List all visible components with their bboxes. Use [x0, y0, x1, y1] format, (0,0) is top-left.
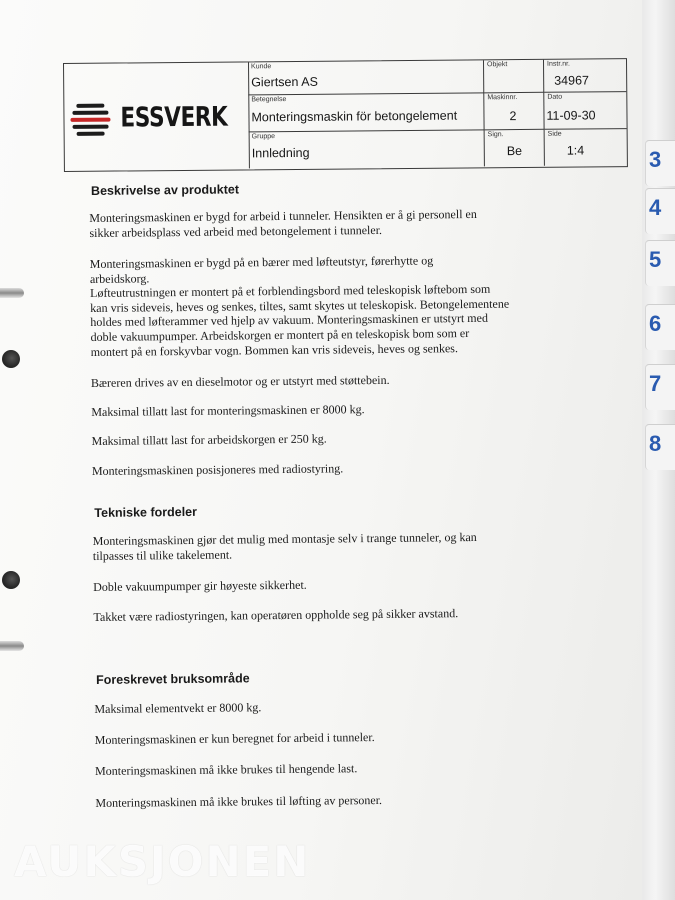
text-line: arbeidskorg. [89, 270, 150, 286]
paragraph: Maksimal tillatt last for arbeidskorgen er 250 kg. [91, 431, 327, 448]
binder-ring [0, 641, 24, 651]
paragraph [93, 529, 573, 563]
section-heading-fordeler: Tekniske fordeler [94, 504, 198, 520]
paragraph: Monteringsmaskinen må ikke brukes til hengende last. [95, 761, 358, 778]
tab-label: 6 [649, 311, 662, 336]
binder-hole [2, 571, 20, 589]
text-line: tilpasses til ulike takelement. [92, 547, 233, 563]
paragraph: Maksimal elementvekt er 8000 kg. [94, 700, 262, 716]
betegnelse-value: Monteringsmaskin för betongelement [251, 108, 458, 125]
paragraph: Monteringsmaskinen posisjoneres med radiostyring. [91, 461, 344, 478]
tab-label: 4 [649, 195, 662, 220]
paragraph: Takket være radiostyringen, kan operatøren oppholde seg på sikker avstand. [93, 606, 459, 624]
dato-label: Dato [547, 93, 563, 101]
index-tab-3[interactable] [645, 140, 675, 186]
kunde-cell [248, 60, 484, 95]
dato-value: 11-09-30 [546, 108, 596, 123]
text-line: sikker arbeidsplass ved arbeid med betongelement i tunneler. [89, 222, 383, 240]
betegnelse-label: Betegnelse [251, 96, 287, 104]
text-line: Monteringsmaskinen gjør det mulig med montasje selv i trange tunneler, og kan [92, 529, 477, 548]
kunde-value: Giertsen AS [251, 74, 318, 90]
essverk-logo-stripes-icon [70, 104, 110, 136]
auksjonen-watermark: AUKSJONEN [14, 837, 311, 886]
binder-ring [0, 288, 24, 298]
side-value: 1:4 [566, 143, 585, 158]
text-line: Løfteutrustningen er montert på et forblendingsbord med teleskopisk løftebom som [89, 281, 491, 301]
tab-label: 5 [649, 247, 662, 272]
essverk-logo: ESSVERK [120, 101, 228, 134]
text-line: kan vris sideveis, heves og senkes, tiltes, samt skytes ut teleskopisk. Betongelementene [90, 296, 510, 315]
kunde-label: Kunde [251, 63, 272, 71]
tab-label: 8 [649, 431, 662, 456]
text-line: holdes med løfterammer ved hjelp av vakuum. Monteringsmaskinen er utstyrt med [90, 311, 489, 330]
paragraph: Monteringsmaskinen er kun beregnet for arbeid i tunneler. [94, 730, 375, 747]
document-header-table [63, 58, 628, 172]
instr-label: Instr.nr. [546, 60, 571, 68]
maskinnr-cell [484, 93, 544, 131]
objekt-cell [484, 60, 544, 94]
side-label: Side [547, 130, 562, 138]
maskinnr-label: Maskinnr. [487, 94, 518, 102]
sign-label: Sign. [487, 131, 504, 139]
index-tab-5[interactable] [645, 240, 675, 286]
index-tab-6[interactable] [645, 304, 675, 350]
text-line: Monteringsmaskinen er bygd for arbeid i tunneler. Hensikten er å gi personell en [89, 206, 477, 225]
side-cell [545, 129, 627, 166]
gruppe-cell [249, 130, 485, 168]
gruppe-value: Innledning [251, 145, 310, 161]
paragraph: Doble vakuumpumper gir høyeste sikkerhet. [93, 577, 307, 594]
paragraph [90, 252, 571, 359]
index-tab-7[interactable] [645, 364, 675, 410]
paragraph: Monteringsmaskinen må ikke brukes til løfting av personer. [95, 792, 383, 810]
gruppe-label: Gruppe [251, 133, 276, 141]
tab-label: 3 [649, 147, 662, 172]
tab-label: 7 [649, 371, 662, 396]
section-heading-produkt: Beskrivelse av produktet [90, 182, 240, 198]
sign-cell [485, 130, 545, 167]
instr-cell [544, 59, 626, 93]
dato-cell [544, 92, 626, 130]
betegnelse-cell [248, 93, 484, 132]
text-line: doble vakuumpumper. Arbeidskorgen er montert på en teleskopisk bom som er [90, 325, 470, 344]
index-tab-4[interactable] [645, 188, 675, 234]
paragraph: Maksimal tillatt last for monteringsmaskinen er 8000 kg. [91, 402, 365, 419]
maskinnr-value: 2 [509, 109, 517, 124]
section-heading-bruk: Foreskrevet bruksområde [96, 671, 250, 687]
text-line: montert på en forskyvbar vogn. Bommen kan vris sideveis, heves og senkes. [90, 340, 459, 359]
paragraph: Bæreren drives av en dieselmotor og er utstyrt med støttebein. [90, 372, 390, 390]
paragraph [89, 206, 569, 240]
logo-cell [64, 62, 250, 170]
sign-value: Be [506, 143, 523, 159]
index-tab-8[interactable] [645, 424, 675, 470]
instr-value: 34967 [554, 73, 589, 88]
objekt-label: Objekt [487, 61, 508, 69]
text-line: Monteringsmaskinen er bygd på en bærer med løfteutstyr, førerhytte og [89, 253, 434, 271]
binder-hole [2, 350, 20, 368]
